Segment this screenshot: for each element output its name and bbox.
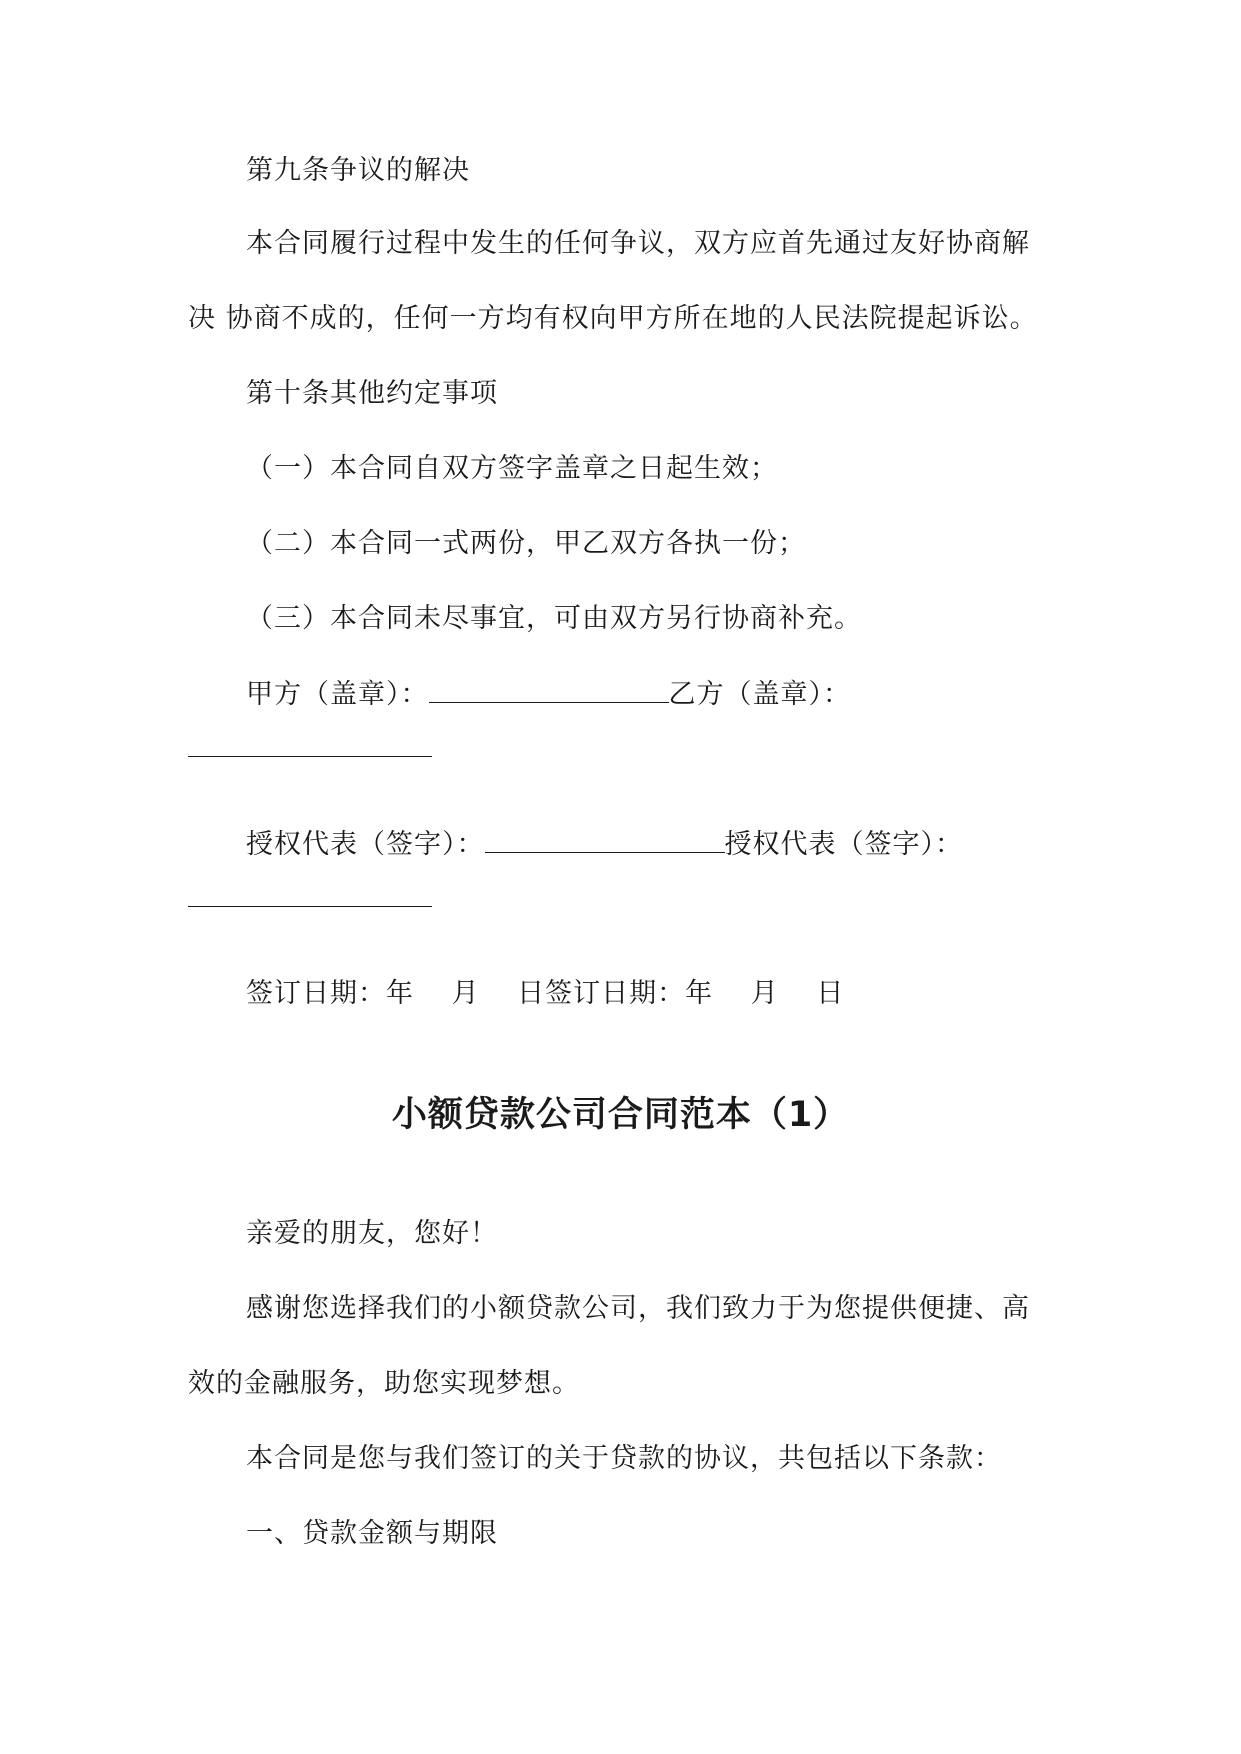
rep-a-blank	[485, 826, 725, 853]
rep-b-blank	[188, 906, 432, 907]
party-signature-line	[246, 676, 851, 713]
article10-item-2: （二）本合同一式两份，甲乙双方各执一份；	[246, 528, 806, 559]
signing-date-line: 签订日期：年 月 日签订日期：年 月 日	[246, 978, 845, 1009]
contract-title: 小额贷款公司合同范本（1）	[391, 1095, 850, 1135]
rep-a-label: 授权代表（签字）：	[246, 829, 485, 860]
representative-signature-line	[246, 826, 963, 863]
article9-body-line1: 本合同履行过程中发生的任何争议，双方应首先通过友好协商解	[246, 228, 1030, 259]
intro-line1: 感谢您选择我们的小额贷款公司，我们致力于为您提供便捷、高	[246, 1293, 1030, 1324]
party-a-blank	[429, 676, 669, 703]
article9-heading: 第九条争议的解决	[246, 155, 470, 186]
article10-heading: 第十条其他约定事项	[246, 378, 498, 409]
article10-item-3: （三）本合同未尽事宜，可由双方另行协商补充。	[246, 603, 862, 634]
section1-heading: 一、贷款金额与期限	[246, 1518, 498, 1549]
intro-line2: 效的金融服务，助您实现梦想。	[188, 1368, 580, 1399]
scope-statement: 本合同是您与我们签订的关于贷款的协议，共包括以下条款：	[246, 1443, 1002, 1474]
article10-item-1: （一）本合同自双方签字盖章之日起生效；	[246, 453, 778, 484]
party-b-label: 乙方（盖章）：	[668, 679, 851, 710]
greeting: 亲爱的朋友，您好！	[246, 1218, 498, 1249]
article9-body-line2: 决 协商不成的，任何一方均有权向甲方所在地的人民法院提起诉讼。	[188, 303, 1038, 334]
party-b-blank	[188, 756, 432, 757]
party-a-label: 甲方（盖章）：	[246, 679, 429, 710]
rep-b-label: 授权代表（签字）：	[724, 829, 963, 860]
